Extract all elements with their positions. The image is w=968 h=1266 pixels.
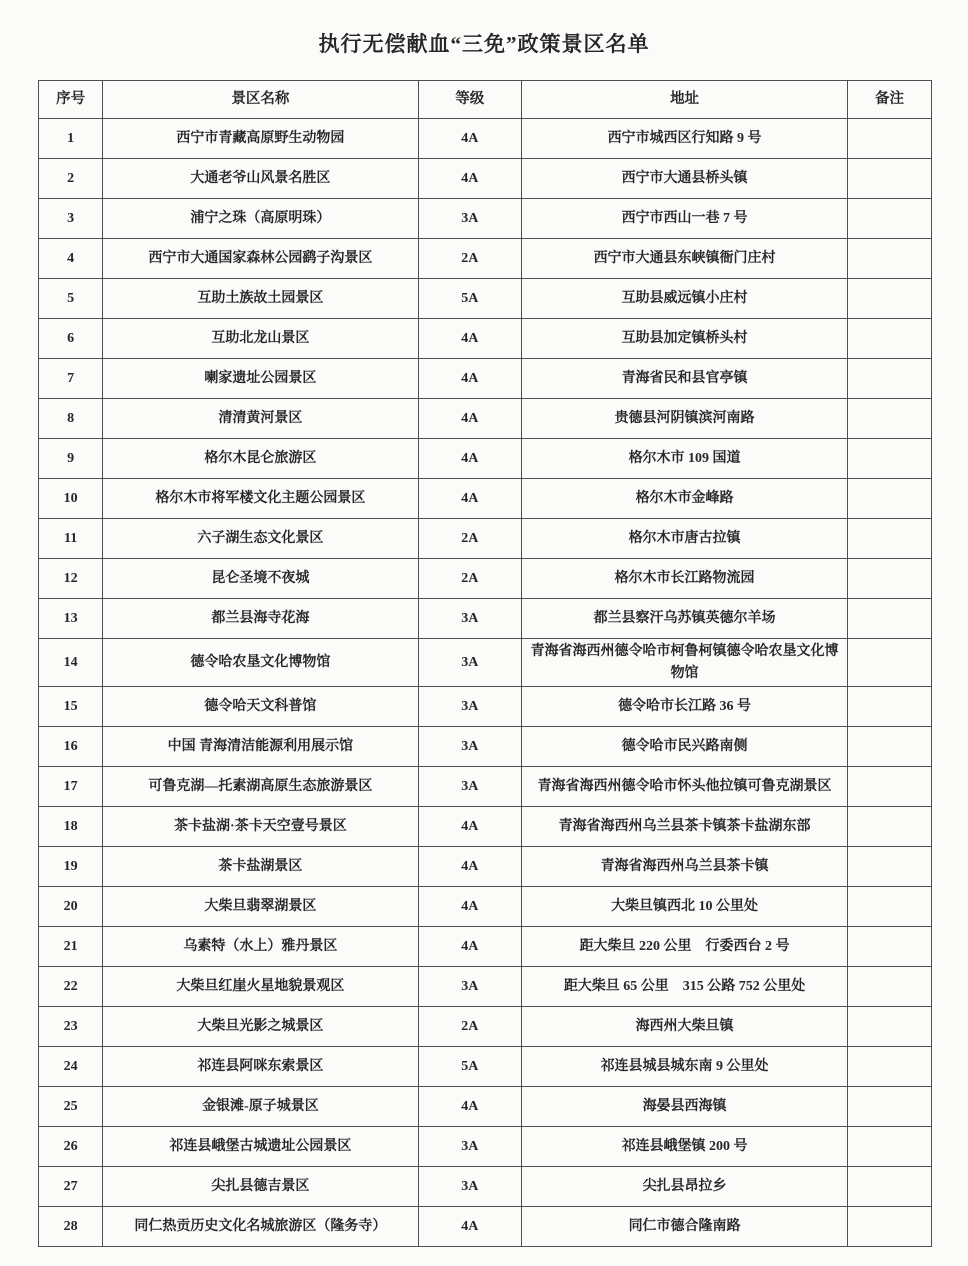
- scenic-area-name-cell: 浦宁之珠（高原明珠）: [103, 199, 418, 239]
- table-row: [39, 887, 932, 927]
- address-cell: 西宁市城西区行知路 9 号: [522, 119, 848, 159]
- table-row: [39, 1207, 932, 1247]
- grade-cell: 4A: [418, 119, 522, 159]
- row-number-cell: 26: [39, 1127, 103, 1167]
- grade-cell: 3A: [418, 1167, 522, 1207]
- grade-cell: 4A: [418, 359, 522, 399]
- remark-cell: [848, 847, 932, 887]
- grade-cell: 2A: [418, 519, 522, 559]
- remark-cell: [848, 439, 932, 479]
- column-header: 景区名称: [103, 81, 418, 119]
- address-cell: 青海省海西州德令哈市柯鲁柯镇德令哈农垦文化博物馆: [522, 639, 848, 687]
- address-cell: 大柴旦镇西北 10 公里处: [522, 887, 848, 927]
- row-number-cell: 23: [39, 1007, 103, 1047]
- scenic-area-name-cell: 格尔木市将军楼文化主题公园景区: [103, 479, 418, 519]
- remark-cell: [848, 927, 932, 967]
- remark-cell: [848, 727, 932, 767]
- remark-cell: [848, 559, 932, 599]
- address-cell: 互助县加定镇桥头村: [522, 319, 848, 359]
- row-number-cell: 28: [39, 1207, 103, 1247]
- remark-cell: [848, 767, 932, 807]
- address-cell: 西宁市大通县桥头镇: [522, 159, 848, 199]
- scenic-area-name-cell: 祁连县峨堡古城遗址公园景区: [103, 1127, 418, 1167]
- remark-cell: [848, 519, 932, 559]
- scenic-area-name-cell: 大柴旦翡翠湖景区: [103, 887, 418, 927]
- grade-cell: 4A: [418, 1087, 522, 1127]
- page-title: 执行无偿献血“三免”政策景区名单: [318, 32, 650, 56]
- grade-cell: 3A: [418, 967, 522, 1007]
- address-cell: 格尔木市长江路物流园: [522, 559, 848, 599]
- scenic-area-name-cell: 大通老爷山风景名胜区: [103, 159, 418, 199]
- scenic-area-name-cell: 德令哈农垦文化博物馆: [103, 639, 418, 687]
- table-row: [39, 1047, 932, 1087]
- grade-cell: 4A: [418, 319, 522, 359]
- row-number-cell: 10: [39, 479, 103, 519]
- scenic-area-name-cell: 清清黄河景区: [103, 399, 418, 439]
- address-cell: 西宁市大通县东峡镇衙门庄村: [522, 239, 848, 279]
- grade-cell: 3A: [418, 1127, 522, 1167]
- table-row: [39, 1127, 932, 1167]
- grade-cell: 4A: [418, 399, 522, 439]
- table-row: [39, 847, 932, 887]
- remark-cell: [848, 239, 932, 279]
- row-number-cell: 1: [39, 119, 103, 159]
- table-row: [39, 599, 932, 639]
- table-row: [39, 767, 932, 807]
- scenic-area-name-cell: 德令哈天文科普馆: [103, 687, 418, 727]
- remark-cell: [848, 1087, 932, 1127]
- remark-cell: [848, 807, 932, 847]
- row-number-cell: 9: [39, 439, 103, 479]
- remark-cell: [848, 279, 932, 319]
- address-cell: 距大柴旦 220 公里 行委西台 2 号: [522, 927, 848, 967]
- column-header: 地址: [522, 81, 848, 119]
- remark-cell: [848, 1127, 932, 1167]
- scenic-area-name-cell: 金银滩-原子城景区: [103, 1087, 418, 1127]
- column-header: 等级: [418, 81, 522, 119]
- table-row: [39, 159, 932, 199]
- grade-cell: 2A: [418, 1007, 522, 1047]
- address-cell: 格尔木市金峰路: [522, 479, 848, 519]
- grade-cell: 3A: [418, 199, 522, 239]
- address-cell: 青海省海西州乌兰县茶卡镇: [522, 847, 848, 887]
- address-cell: 距大柴旦 65 公里 315 公路 752 公里处: [522, 967, 848, 1007]
- scenic-area-name-cell: 可鲁克湖—托素湖高原生态旅游景区: [103, 767, 418, 807]
- scenic-area-table: [38, 80, 932, 1247]
- remark-cell: [848, 1167, 932, 1207]
- remark-cell: [848, 687, 932, 727]
- grade-cell: 4A: [418, 1207, 522, 1247]
- table-row: [39, 119, 932, 159]
- row-number-cell: 20: [39, 887, 103, 927]
- row-number-cell: 8: [39, 399, 103, 439]
- scenic-area-name-cell: 乌素特（水上）雅丹景区: [103, 927, 418, 967]
- remark-cell: [848, 1007, 932, 1047]
- scenic-area-name-cell: 茶卡盐湖·茶卡天空壹号景区: [103, 807, 418, 847]
- grade-cell: 4A: [418, 927, 522, 967]
- scenic-area-name-cell: 昆仑圣境不夜城: [103, 559, 418, 599]
- scenic-area-name-cell: 同仁热贡历史文化名城旅游区（隆务寺）: [103, 1207, 418, 1247]
- grade-cell: 3A: [418, 599, 522, 639]
- address-cell: 祁连县峨堡镇 200 号: [522, 1127, 848, 1167]
- table-row: [39, 439, 932, 479]
- table-body: [39, 119, 932, 1247]
- remark-cell: [848, 887, 932, 927]
- grade-cell: 4A: [418, 887, 522, 927]
- address-cell: 西宁市西山一巷 7 号: [522, 199, 848, 239]
- grade-cell: 2A: [418, 559, 522, 599]
- grade-cell: 5A: [418, 1047, 522, 1087]
- grade-cell: 4A: [418, 439, 522, 479]
- address-cell: 同仁市德合隆南路: [522, 1207, 848, 1247]
- table-header-row: [39, 81, 932, 119]
- table-row: [39, 199, 932, 239]
- scenic-area-name-cell: 互助北龙山景区: [103, 319, 418, 359]
- address-cell: 青海省海西州德令哈市怀头他拉镇可鲁克湖景区: [522, 767, 848, 807]
- table-row: [39, 727, 932, 767]
- grade-cell: 3A: [418, 767, 522, 807]
- row-number-cell: 24: [39, 1047, 103, 1087]
- remark-cell: [848, 159, 932, 199]
- row-number-cell: 4: [39, 239, 103, 279]
- column-header: 备注: [848, 81, 932, 119]
- row-number-cell: 11: [39, 519, 103, 559]
- grade-cell: 2A: [418, 239, 522, 279]
- grade-cell: 4A: [418, 807, 522, 847]
- table-row: [39, 687, 932, 727]
- grade-cell: 4A: [418, 159, 522, 199]
- scenic-area-name-cell: 西宁市大通国家森林公园鹞子沟景区: [103, 239, 418, 279]
- scenic-area-name-cell: 格尔木昆仑旅游区: [103, 439, 418, 479]
- table-row: [39, 479, 932, 519]
- scenic-area-name-cell: 大柴旦红崖火星地貌景观区: [103, 967, 418, 1007]
- table-row: [39, 279, 932, 319]
- row-number-cell: 3: [39, 199, 103, 239]
- scenic-area-name-cell: 尖扎县德吉景区: [103, 1167, 418, 1207]
- table-row: [39, 807, 932, 847]
- address-cell: 德令哈市长江路 36 号: [522, 687, 848, 727]
- column-header: 序号: [39, 81, 103, 119]
- remark-cell: [848, 199, 932, 239]
- scenic-area-name-cell: 西宁市青藏高原野生动物园: [103, 119, 418, 159]
- row-number-cell: 27: [39, 1167, 103, 1207]
- row-number-cell: 17: [39, 767, 103, 807]
- row-number-cell: 13: [39, 599, 103, 639]
- scenic-area-name-cell: 茶卡盐湖景区: [103, 847, 418, 887]
- address-cell: 祁连县城县城东南 9 公里处: [522, 1047, 848, 1087]
- row-number-cell: 18: [39, 807, 103, 847]
- grade-cell: 3A: [418, 687, 522, 727]
- table-row: [39, 559, 932, 599]
- address-cell: 互助县威远镇小庄村: [522, 279, 848, 319]
- grade-cell: 4A: [418, 847, 522, 887]
- address-cell: 都兰县察汗乌苏镇英德尔羊场: [522, 599, 848, 639]
- row-number-cell: 22: [39, 967, 103, 1007]
- address-cell: 格尔木市唐古拉镇: [522, 519, 848, 559]
- scenic-area-name-cell: 中国 青海清洁能源利用展示馆: [103, 727, 418, 767]
- remark-cell: [848, 967, 932, 1007]
- table-row: [39, 359, 932, 399]
- address-cell: 格尔木市 109 国道: [522, 439, 848, 479]
- row-number-cell: 21: [39, 927, 103, 967]
- address-cell: 德令哈市民兴路南侧: [522, 727, 848, 767]
- table-row: [39, 319, 932, 359]
- remark-cell: [848, 319, 932, 359]
- row-number-cell: 2: [39, 159, 103, 199]
- remark-cell: [848, 399, 932, 439]
- remark-cell: [848, 639, 932, 687]
- address-cell: 海晏县西海镇: [522, 1087, 848, 1127]
- address-cell: 海西州大柴旦镇: [522, 1007, 848, 1047]
- row-number-cell: 19: [39, 847, 103, 887]
- grade-cell: 3A: [418, 639, 522, 687]
- row-number-cell: 12: [39, 559, 103, 599]
- grade-cell: 4A: [418, 479, 522, 519]
- scenic-area-name-cell: 互助土族故土园景区: [103, 279, 418, 319]
- row-number-cell: 5: [39, 279, 103, 319]
- scenic-area-name-cell: 喇家遗址公园景区: [103, 359, 418, 399]
- table-row: [39, 239, 932, 279]
- address-cell: 贵德县河阴镇滨河南路: [522, 399, 848, 439]
- grade-cell: 3A: [418, 727, 522, 767]
- row-number-cell: 25: [39, 1087, 103, 1127]
- row-number-cell: 15: [39, 687, 103, 727]
- table-row: [39, 1167, 932, 1207]
- row-number-cell: 16: [39, 727, 103, 767]
- table-row: [39, 1007, 932, 1047]
- remark-cell: [848, 1047, 932, 1087]
- row-number-cell: 7: [39, 359, 103, 399]
- table-row: [39, 399, 932, 439]
- table-row: [39, 927, 932, 967]
- table-row: [39, 967, 932, 1007]
- table-row: [39, 519, 932, 559]
- address-cell: 尖扎县昂拉乡: [522, 1167, 848, 1207]
- table-row: [39, 639, 932, 687]
- remark-cell: [848, 1207, 932, 1247]
- scenic-area-name-cell: 大柴旦光影之城景区: [103, 1007, 418, 1047]
- address-cell: 青海省民和县官亭镇: [522, 359, 848, 399]
- table-row: [39, 1087, 932, 1127]
- address-cell: 青海省海西州乌兰县茶卡镇茶卡盐湖东部: [522, 807, 848, 847]
- scenic-area-name-cell: 祁连县阿咪东索景区: [103, 1047, 418, 1087]
- scenic-area-name-cell: 六子湖生态文化景区: [103, 519, 418, 559]
- remark-cell: [848, 119, 932, 159]
- scenic-area-name-cell: 都兰县海寺花海: [103, 599, 418, 639]
- row-number-cell: 14: [39, 639, 103, 687]
- grade-cell: 5A: [418, 279, 522, 319]
- remark-cell: [848, 359, 932, 399]
- remark-cell: [848, 479, 932, 519]
- remark-cell: [848, 599, 932, 639]
- row-number-cell: 6: [39, 319, 103, 359]
